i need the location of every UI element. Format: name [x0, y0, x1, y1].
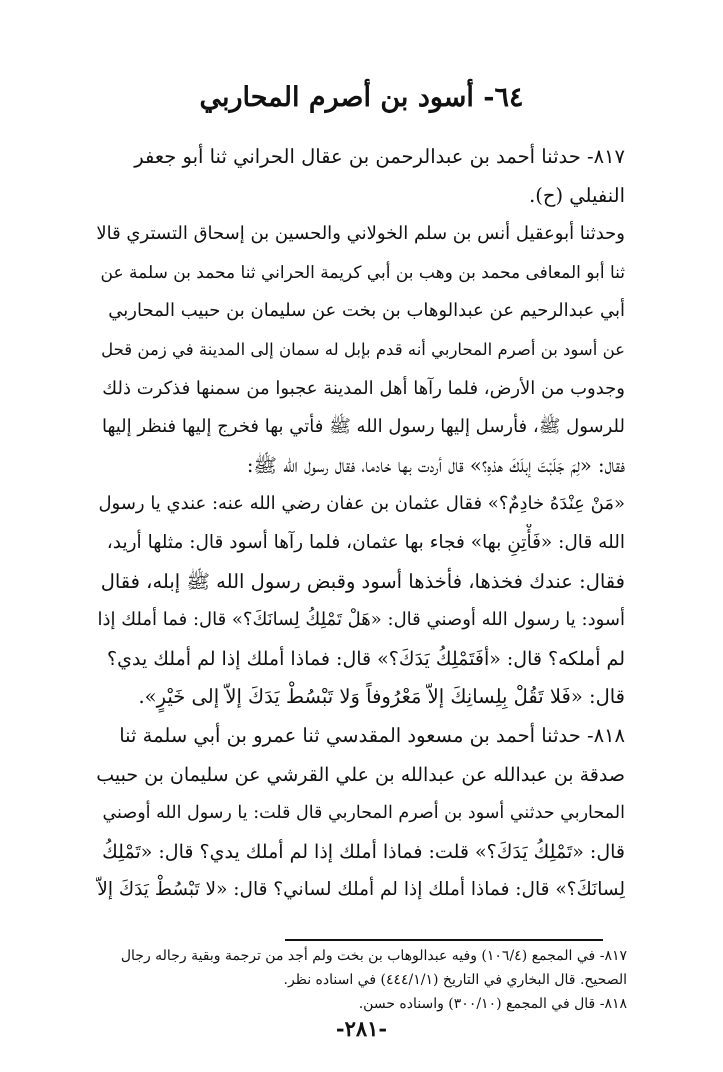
text-line: فقال: «لِمَ جَلَبْتَ إبلَكَ هذهِ؟» قال أردت بها خادما، فقال رسول الله ﷺ:: [246, 453, 625, 477]
footnote-line: ٨١٧- في المجمع (١٠٦/٤) وفيه عبدالوهاب بن بخت ولم أجد من ترجمة وبقية رجاله رجال: [120, 948, 627, 964]
text-line: لِسانَكَ؟» قال: فماذا أملك إذا لم أملك لساني؟ قال: «لا تَبْسُطْ يَدَكَ إلاّ: [97, 879, 625, 901]
text-line: أسود: يا رسول الله أوصني قال: «هَلْ تَمْلِكُ لِسانَكَ؟» قال: فما أملك إذا: [97, 609, 625, 631]
text-line: صدقة بن عبدالله عن عبدالله بن علي القرشي عن سليمان بن حبيب: [96, 763, 625, 786]
main-text: [96, 138, 625, 910]
text-line: لم أملكه؟ قال: «أفَتَمْلِكُ يَدَكَ؟» قال: فماذا أملك إذا لم أملك يدي؟: [107, 647, 625, 670]
page-number: -٢٨١-: [335, 1016, 388, 1041]
text-line: فقال: عندك فخذها، فأخذها أسود وقبض رسول الله ﷺ إبله، فقال: [100, 569, 625, 593]
text-line: للرسول ﷺ، فأرسل إليها رسول الله ﷺ فأتي بها فخرج إليها فنظر إليها: [101, 416, 625, 438]
footnote-line: الصحيح. قال البخاري في التاريخ (٤٤٤/١/١) في اسناده نظر.: [283, 972, 627, 988]
footnotes: [78, 944, 627, 1016]
text-line: ٨١٨- حدثنا أحمد بن مسعود المقدسي ثنا عمرو بن أبي سلمة ثنا: [119, 723, 625, 747]
footnote-line: ٨١٨- قال في المجمع (٣٠٠/١٠) واسناده حسن.: [358, 996, 627, 1012]
text-line: الله قال: «فَأْتِنِ بها» فجاء بها عثمان، فلما رآها أسود قال: مثلها أريد،: [106, 531, 625, 553]
text-line: قال: «فَلا تَقُلْ بِلِسانِكَ إلاّ مَعْرُوفاً وَلا تَبْسُطْ يَدَكَ إلاّ إلى خَيْرٍ».: [138, 685, 625, 709]
text-line: النفيلي (ح).: [529, 183, 625, 207]
text-line: «مَنْ عِنْدَهُ خادِمٌ؟» فقال عثمان بن عفان رضي الله عنه: عندي يا رسول: [98, 493, 625, 515]
text-line: قال: «تَمْلِكُ يَدَكَ؟» قلت: فماذا أملك إذا لم أملك يدي؟ قال: «تَمْلِكُ: [102, 840, 625, 863]
text-line: وجدوب من الأرض، فلما رآها أهل المدينة عجبوا من سمنها فذكرت ذلك: [102, 377, 625, 399]
text-line: عن أسود بن أصرم المحاربي أنه قدم بإبل له سمان إلى المدينة في زمن قحل: [101, 339, 625, 359]
chapter-title: ٦٤- أسود بن أصرم المحاربي: [199, 82, 524, 113]
text-line: وحدثنا أبوعقيل أنس بن سلم الخولاني والحسين بن إسحاق التستري قالا: [96, 223, 625, 245]
text-line: المحاربي حدثني أسود بن أصرم المحاربي قال قلت: يا رسول الله أوصني: [102, 803, 625, 824]
text-line: ٨١٧- حدثنا أحمد بن عبدالرحمن بن عقال الحراني ثنا أبو جعفر: [134, 145, 625, 168]
text-line: ثنا أبو المعافى محمد بن وهب بن أبي كريمة الحراني ثنا محمد بن سلمة عن: [100, 262, 625, 283]
footnote-separator: [285, 939, 603, 941]
text-line: أبي عبدالرحيم عن عبدالوهاب بن بخت عن سليمان بن حبيب المحاربي: [108, 300, 625, 322]
